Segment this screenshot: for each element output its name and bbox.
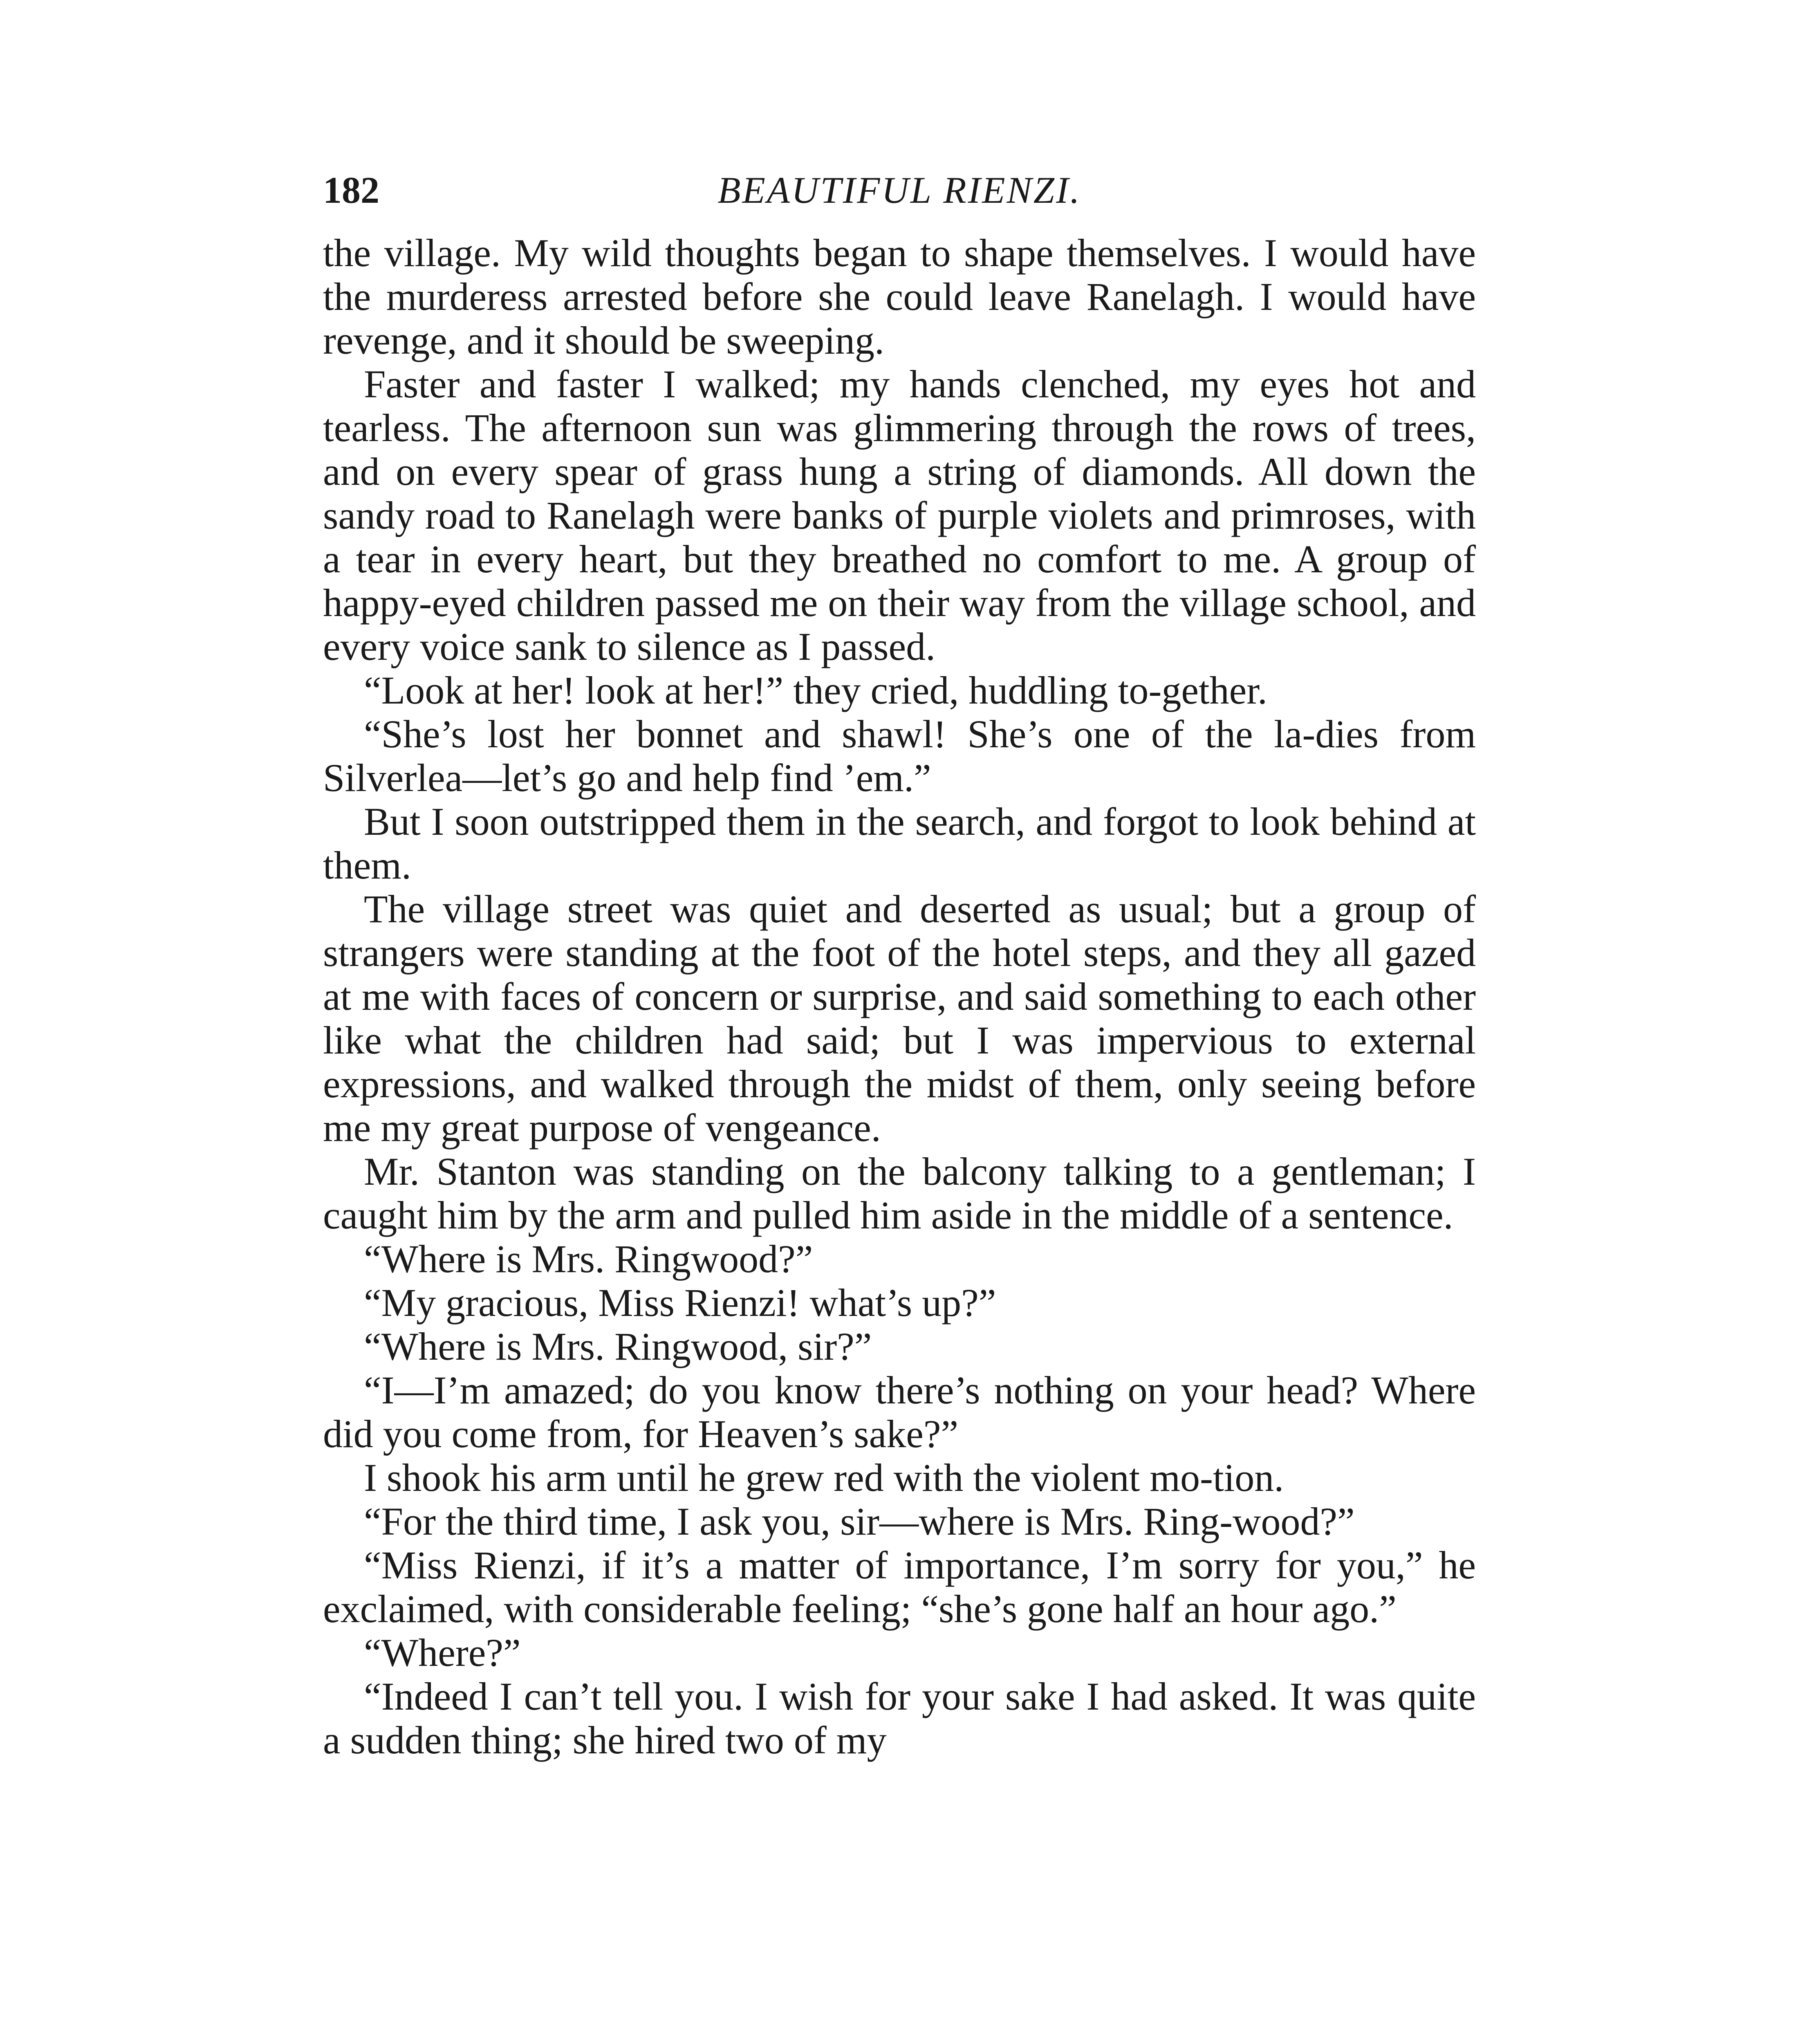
paragraph: Faster and faster I walked; my hands clenched, my eyes hot and tearless. The afternoon sun was glimmering through the rows of trees, and on every spear of grass hung a string of diamonds. All down the sandy road to Ranelagh were banks of purple violets and primroses, with a tear in every heart, but they breathed no comfort to me. A group of happy-eyed children passed me on their way from the village school, and every voice sank to silence as I passed. [323,362,1476,668]
paragraph: “She’s lost her bonnet and shawl! She’s one of the la-dies from Silverlea—let’s go and help find ’em.” [323,712,1476,800]
paragraph: “Miss Rienzi, if it’s a matter of importance, I’m sorry for you,” he exclaimed, with considerable feeling; “she’s gone half an hour ago.” [323,1543,1476,1631]
paragraph: “Where is Mrs. Ringwood?” [364,1237,813,1281]
paragraph: “Indeed I can’t tell you. I wish for your sake I had asked. It was quite a sudden thing; she hired two of my [323,1674,1476,1762]
paragraph: I shook his arm until he grew red with the violent mo-tion. [364,1456,1284,1499]
paragraph: “Look at her! look at her!” they cried, huddling to-gether. [364,668,1267,712]
paragraph: the village. My wild thoughts began to shape themselves. I would have the murderess arrested before she could leave Ranelagh. I would have revenge, and it should be sweeping. [323,231,1476,362]
page-header [323,164,1476,217]
paragraph: The village street was quiet and deserted as usual; but a group of strangers were standing at the foot of the hotel steps, and they all gazed at me with faces of concern or surprise, and said something to each other like what the children had said; but I was impervious to external expressions, and walked through the midst of them, only seeing before me my great purpose of vengeance. [323,887,1476,1150]
paragraph: “My gracious, Miss Rienzi! what’s up?” [364,1281,996,1325]
paragraph: But I soon outstripped them in the search, and forgot to look behind at them. [323,800,1476,887]
body-text [323,231,1476,1762]
paragraph: “For the third time, I ask you, sir—where is Mrs. Ring-wood?” [364,1499,1355,1543]
paragraph: “Where?” [364,1631,521,1674]
paragraph: Mr. Stanton was standing on the balcony talking to a gentleman; I caught him by the arm and pulled him aside in the middle of a sentence. [323,1150,1476,1237]
running-head: BEAUTIFUL RIENZI. [717,169,1081,211]
paragraph: “Where is Mrs. Ringwood, sir?” [364,1325,872,1368]
page-number: 182 [323,169,379,211]
paragraph: “I—I’m amazed; do you know there’s nothing on your head? Where did you come from, for Heaven’s sake?” [323,1368,1476,1456]
